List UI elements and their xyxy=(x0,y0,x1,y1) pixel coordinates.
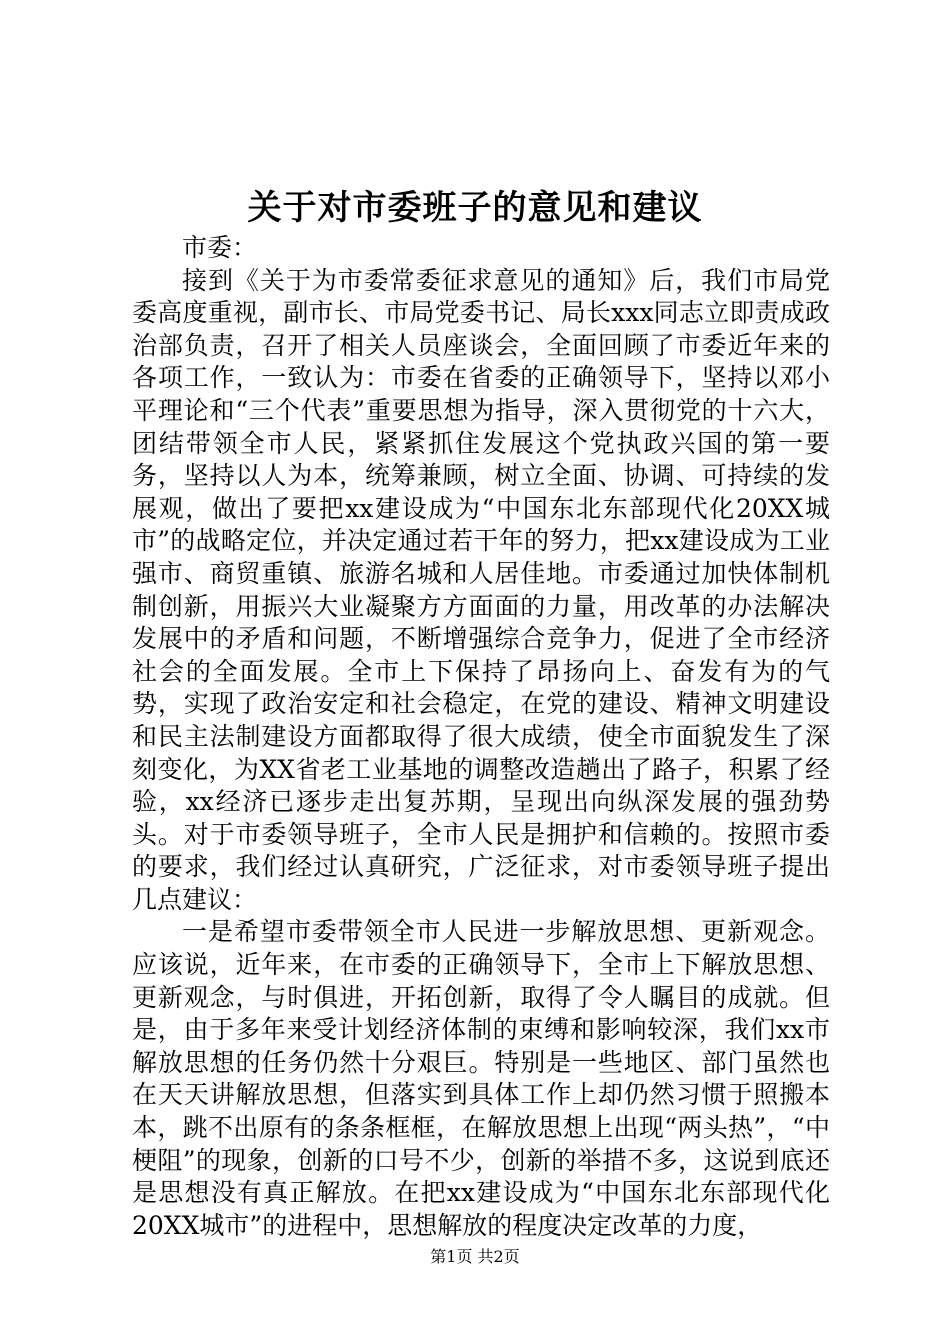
document-title: 关于对市委班子的意见和建议 xyxy=(247,188,703,228)
paragraph-2: 一是希望市委带领全市人民进一步解放思想、更新观念。应该说，近年来，在市委的正确领导下，全市上下解放思想、更新观念，与时俱进，开拓创新，取得了令人瞩目的成就。但是，由于多年来受计划经济体制的束缚和影响较深，我们xx市解放思想的任务仍然十分艰巨。特别是一些地区、部门虽然也在天天讲解放思想，但落实到具体工作上却仍然习惯于照搬本本，跳不出原有的条条框框，在解放思想上出现“两头热”，“中梗阻”的现象，创新的口号不少，创新的举措不多，这说到底还是思想没有真正解放。在把xx建设成为“中国东北东部现代化20XX城市”的进程中，思想解放的程度决定改革的力度， xyxy=(132,917,830,1240)
paragraph-1: 接到《关于为市委常委征求意见的通知》后，我们市局党委高度重视，副市长、市局党委书记、局长xxx同志立即责成政治部负责，召开了相关人员座谈会，全面回顾了市委近年来的各项工作，一致认为：市委在省委的正确领导下，坚持以邓小平理论和“三个代表”重要思想为指导，深入贯彻党的十六大，团结带领全市人民，紧紧抓住发展这个党执政兴国的第一要务，坚持以人为本，统筹兼顾，树立全面、协调、可持续的发展观，做出了要把xx建设成为“中国东北东部现代化20XX城市”的战略定位，并决定通过若干年的努力，把xx建设成为工业强市、商贸重镇、旅游名城和人居佳地。市委通过加快体制机制创新，用振兴大业凝聚方方面面的力量，用改革的办法解决发展中的矛盾和问题，不断增强综合竞争力，促进了全市经济社会的全面发展。全市上下保持了昂扬向上、奋发有为的气势，实现了政治安定和社会稳定，在党的建设、精神文明建设和民主法制建设方面都取得了很大成绩，使全市面貌发生了深刻变化，为XX省老工业基地的调整改造趟出了路子，积累了经验，xx经济已逐步走出复苏期，呈现出向纵深发展的强劲势头。对于市委领导班子，全市人民是拥护和信赖的。按照市委的要求，我们经过认真研究，广泛征求，对市委领导班子提出几点建议： xyxy=(132,265,830,914)
page-footer: 第1页 共2页 xyxy=(430,1247,520,1266)
salutation: 市委： xyxy=(182,233,258,262)
document-body xyxy=(132,232,830,1242)
